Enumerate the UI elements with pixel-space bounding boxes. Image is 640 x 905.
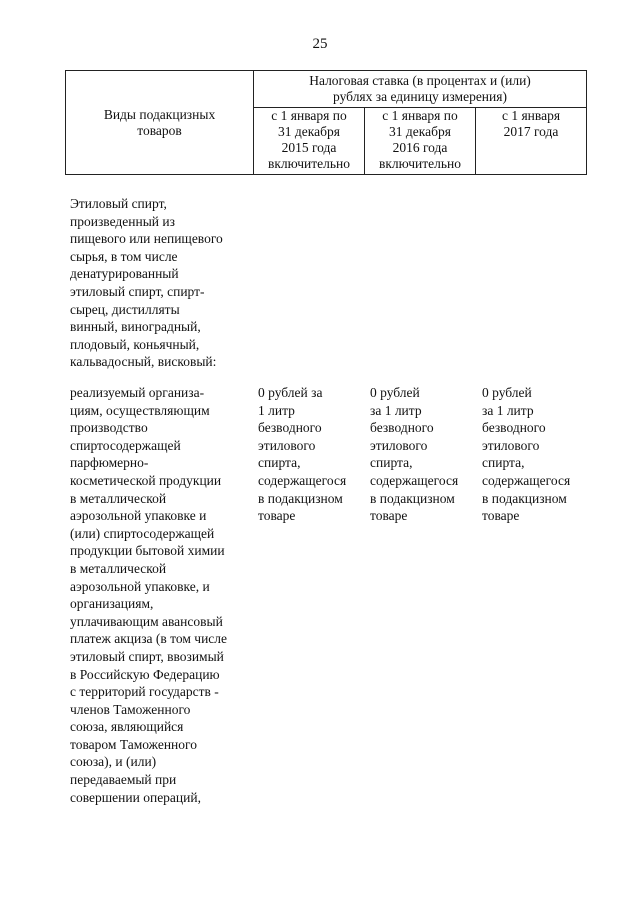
rate-cell-2015: 0 рублей за 1 литр безводного этилового спирта, содержащегося в подакцизном товаре [258,385,347,524]
header-kinds-line2: товаров [137,122,182,138]
header-cell-period-2016 [365,108,476,175]
row-description: реализуемый организа- циям, осуществляющим производство спиртосодержащей парфюмерно- косметической продукции в металлической аэрозольной упаковке и (или) спиртосодержащей продукции бытовой химии в металлической аэрозольной упаковке, и организациям, уплачивающим авансовый платеж акциза (в том числе этиловый спирт, ввозимый в Российскую Федерацию с территорий государств - членов Таможенного союза, являющийся товаром Таможенного союза), и (или) передаваемый при совершении операций, [70,385,228,805]
period-2017-line1: с 1 января [501,108,561,123]
period-2015-line1: с 1 января по [271,108,347,123]
period-2015-line3: 2015 года [281,140,337,155]
page-number: 25 [312,36,328,52]
header-cell-period-2017 [476,108,587,175]
period-2016-line1: с 1 января по [382,108,458,123]
period-2015-line4: включительно [267,156,350,171]
table-header [65,70,587,175]
rate-cell-2016: 0 рублей за 1 литр безводного этилового спирта, содержащегося в подакцизном товаре [370,385,459,524]
period-2016-line2: 31 декабря [389,124,451,139]
period-2016-line4: включительно [378,156,461,171]
header-cell-kinds [66,71,254,175]
header-cell-period-2015 [254,108,365,175]
header-kinds-line1: Виды подакцизных [103,106,216,122]
header-rate-line1: Налоговая ставка (в процентах и (или) [309,73,531,88]
period-2016-line3: 2016 года [392,140,448,155]
period-2017-line2: 2017 года [503,124,559,139]
header-cell-tax-rate [254,71,587,108]
header-rate-line2: рублях за единицу измерения) [333,89,507,104]
rate-cell-2017: 0 рублей за 1 литр безводного этилового спирта, содержащегося в подакцизном товаре [482,385,571,524]
section-title: Этиловый спирт, произведенный из пищевого или непищевого сырья, в том числе денатурированный этиловый спирт, спирт- сырец, дистилляты винный, виноградный, плодовый, коньячный, кальвадосный, висковый: [70,196,223,370]
period-2015-line2: 31 декабря [278,124,340,139]
